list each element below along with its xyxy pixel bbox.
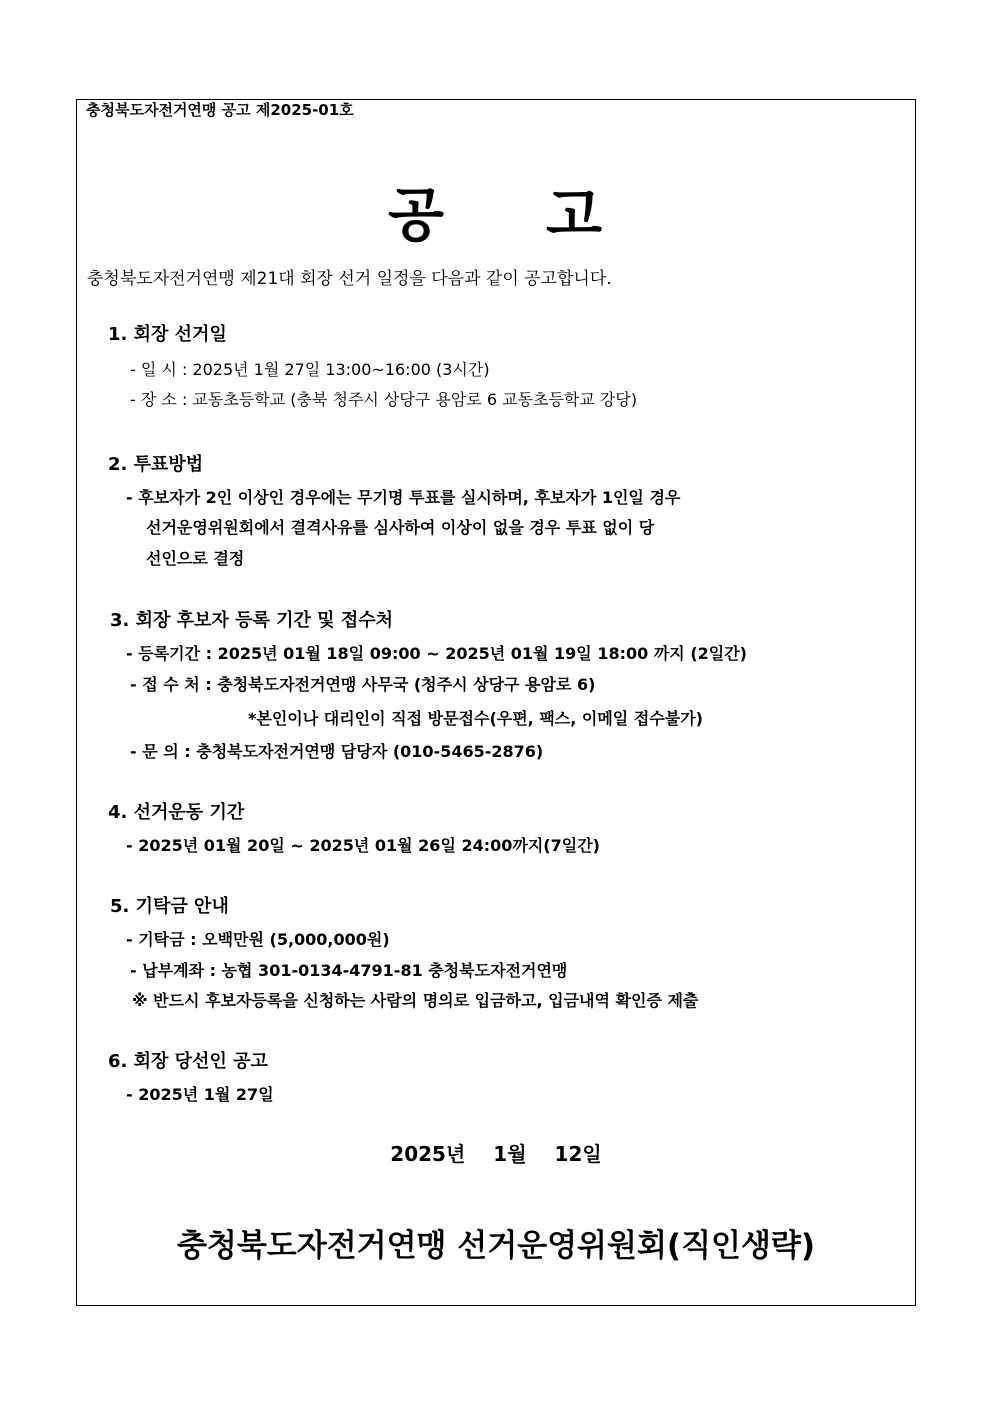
section-4-heading: 4. 선거운동 기간 bbox=[108, 802, 245, 823]
date-month: 1월 bbox=[493, 1142, 527, 1166]
section-2-line-1: - 후보자가 2인 이상인 경우에는 무기명 투표를 실시하며, 후보자가 1인일 경우 bbox=[126, 488, 681, 507]
section-3-line-3: *본인이나 대리인이 직접 방문접수(우편, 팩스, 이메일 접수불가) bbox=[248, 709, 703, 728]
page-title bbox=[0, 168, 992, 252]
title-char-2: 고 bbox=[546, 181, 605, 249]
intro-text: 충청북도자전거연맹 제21대 회장 선거 일정을 다음과 같이 공고합니다. bbox=[87, 269, 612, 289]
section-2-heading: 2. 투표방법 bbox=[108, 454, 204, 475]
section-6-line-1: - 2025년 1월 27일 bbox=[126, 1085, 274, 1104]
section-2-line-2: 선거운영위원회에서 결격사유를 심사하여 이상이 없을 경우 투표 없이 당 bbox=[146, 518, 655, 537]
date-day: 12일 bbox=[554, 1142, 602, 1166]
date-year: 2025년 bbox=[390, 1142, 466, 1166]
section-5-line-3: ※ 반드시 후보자등록을 신청하는 사람의 명의로 입금하고, 입금내역 확인증 제출 bbox=[132, 991, 699, 1010]
notice-number: 충청북도자전거연맹 공고 제2025-01호 bbox=[86, 101, 354, 119]
section-2-line-3: 선인으로 결정 bbox=[146, 549, 245, 568]
section-1-heading: 1. 회장 선거일 bbox=[108, 324, 227, 345]
issue-date bbox=[0, 1138, 992, 1167]
section-1-line-2: - 장 소 : 교동초등학교 (충북 청주시 상당구 용암로 6 교동초등학교 강당) bbox=[130, 390, 638, 409]
section-3-heading: 3. 회장 후보자 등록 기간 및 접수처 bbox=[110, 610, 394, 631]
section-4-line-1: - 2025년 01월 20일 ~ 2025년 01월 26일 24:00까지(7일간) bbox=[126, 836, 600, 855]
issuer-signature: 충청북도자전거연맹 선거운영위원회(직인생략) bbox=[176, 1228, 816, 1264]
section-3-line-1: - 등록기간 : 2025년 01월 18일 09:00 ~ 2025년 01월 19일 18:00 까지 (2일간) bbox=[126, 644, 747, 663]
section-3-line-2: - 접 수 처 : 충청북도자전거연맹 사무국 (청주시 상당구 용암로 6) bbox=[130, 675, 596, 694]
title-char-1: 공 bbox=[387, 181, 446, 249]
section-5-line-1: - 기탁금 : 오백만원 (5,000,000원) bbox=[126, 930, 390, 949]
section-5-heading: 5. 기탁금 안내 bbox=[110, 896, 229, 917]
section-6-heading: 6. 회장 당선인 공고 bbox=[108, 1051, 268, 1072]
section-5-line-2: - 납부계좌 : 농협 301-0134-4791-81 충청북도자전거연맹 bbox=[130, 961, 568, 980]
section-1-line-1: - 일 시 : 2025년 1월 27일 13:00~16:00 (3시간) bbox=[130, 360, 490, 379]
section-3-line-4: - 문 의 : 충청북도자전거연맹 담당자 (010-5465-2876) bbox=[130, 742, 544, 761]
